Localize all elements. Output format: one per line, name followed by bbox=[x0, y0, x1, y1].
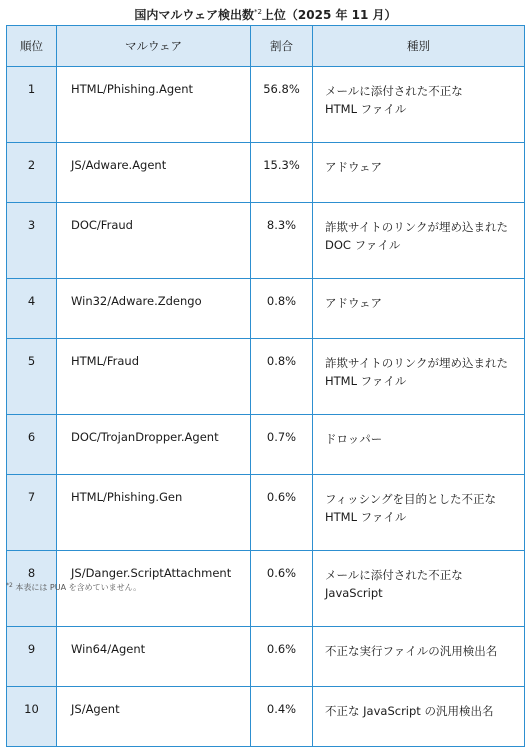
type-cell bbox=[313, 475, 525, 551]
malware-name-cell: HTML/Phishing.Agent bbox=[57, 67, 251, 143]
share-cell: 0.6% bbox=[251, 551, 313, 627]
type-text: メールに添付された不正な JavaScript bbox=[325, 568, 463, 600]
title-footnote-mark: *2 bbox=[253, 8, 262, 16]
malware-name-cell: DOC/Fraud bbox=[57, 203, 251, 279]
share-cell: 0.8% bbox=[251, 279, 313, 339]
rank-cell: 1 bbox=[7, 67, 57, 143]
table-title-suffix: 上位（2025 年 11 月） bbox=[261, 8, 397, 22]
share-cell: 56.8% bbox=[251, 67, 313, 143]
table-row bbox=[7, 203, 525, 279]
type-cell bbox=[313, 339, 525, 415]
type-text: 詐欺サイトのリンクが埋め込まれた HTML ファイル bbox=[325, 356, 508, 388]
type-text: 不正な実行ファイルの汎用検出名 bbox=[325, 644, 498, 658]
table-row bbox=[7, 475, 525, 551]
share-cell: 8.3% bbox=[251, 203, 313, 279]
malware-name-cell: Win64/Agent bbox=[57, 627, 251, 687]
type-text: 詐欺サイトのリンクが埋め込まれた DOC ファイル bbox=[325, 220, 508, 252]
malware-name-cell: Win32/Adware.Zdengo bbox=[57, 279, 251, 339]
type-cell bbox=[313, 687, 525, 747]
rank-cell: 8 bbox=[7, 551, 57, 627]
table-row bbox=[7, 415, 525, 475]
footnote-mark: *2 bbox=[6, 582, 13, 589]
type-text: メールに添付された不正な HTML ファイル bbox=[325, 84, 463, 116]
table-row bbox=[7, 687, 525, 747]
table-row bbox=[7, 627, 525, 687]
malware-name-cell: HTML/Phishing.Gen bbox=[57, 475, 251, 551]
type-text: アドウェア bbox=[325, 160, 383, 174]
type-cell bbox=[313, 143, 525, 203]
header-malware: マルウェア bbox=[57, 26, 251, 67]
table-header-row bbox=[7, 26, 525, 67]
type-cell bbox=[313, 67, 525, 143]
header-share: 割合 bbox=[251, 26, 313, 67]
type-text: フィッシングを目的とした不正な HTML ファイル bbox=[325, 492, 497, 524]
rank-cell: 6 bbox=[7, 415, 57, 475]
type-cell bbox=[313, 203, 525, 279]
table-row bbox=[7, 67, 525, 143]
malware-name-cell: HTML/Fraud bbox=[57, 339, 251, 415]
type-cell bbox=[313, 627, 525, 687]
type-text: アドウェア bbox=[325, 296, 383, 310]
table-title bbox=[0, 6, 531, 23]
malware-name-cell: JS/Adware.Agent bbox=[57, 143, 251, 203]
type-cell bbox=[313, 279, 525, 339]
header-rank: 順位 bbox=[7, 26, 57, 67]
malware-ranking-table bbox=[6, 25, 525, 747]
type-cell bbox=[313, 551, 525, 627]
table-title-text: 国内マルウェア検出数 bbox=[134, 8, 254, 22]
share-cell: 0.6% bbox=[251, 475, 313, 551]
type-cell bbox=[313, 415, 525, 475]
rank-cell: 5 bbox=[7, 339, 57, 415]
rank-cell: 4 bbox=[7, 279, 57, 339]
share-cell: 0.6% bbox=[251, 627, 313, 687]
table-row bbox=[7, 279, 525, 339]
header-type: 種別 bbox=[313, 26, 525, 67]
rank-cell: 2 bbox=[7, 143, 57, 203]
malware-name-cell: DOC/TrojanDropper.Agent bbox=[57, 415, 251, 475]
share-cell: 15.3% bbox=[251, 143, 313, 203]
rank-cell: 9 bbox=[7, 627, 57, 687]
type-text: ドロッパー bbox=[325, 432, 383, 446]
malware-name-cell: JS/Danger.ScriptAttachment bbox=[57, 551, 251, 627]
rank-cell: 10 bbox=[7, 687, 57, 747]
table-row bbox=[7, 339, 525, 415]
type-text: 不正な JavaScript の汎用検出名 bbox=[325, 704, 494, 718]
share-cell: 0.8% bbox=[251, 339, 313, 415]
rank-cell: 3 bbox=[7, 203, 57, 279]
share-cell: 0.7% bbox=[251, 415, 313, 475]
rank-cell: 7 bbox=[7, 475, 57, 551]
malware-name-cell: JS/Agent bbox=[57, 687, 251, 747]
footnote bbox=[6, 582, 141, 593]
footnote-text: 本表には PUA を含めていません。 bbox=[15, 583, 142, 592]
share-cell: 0.4% bbox=[251, 687, 313, 747]
table-row bbox=[7, 143, 525, 203]
